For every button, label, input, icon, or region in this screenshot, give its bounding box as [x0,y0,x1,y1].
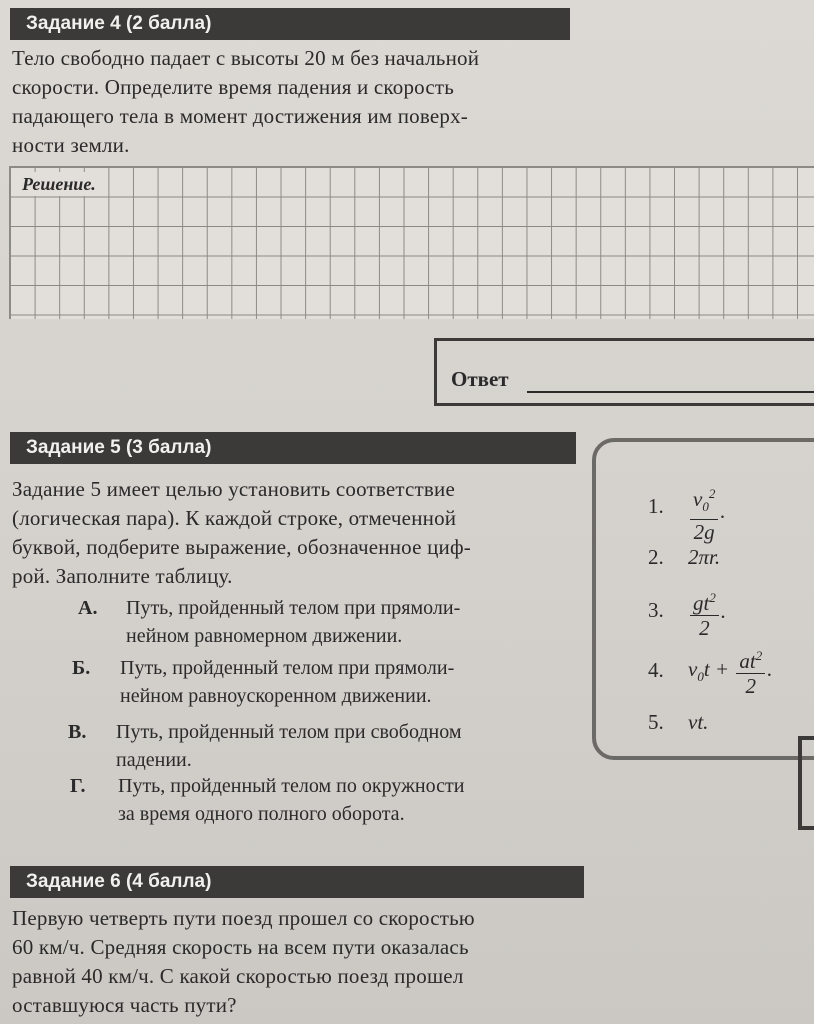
task5-line: (логическая пара). К каждой строке, отмеченной [12,506,457,530]
task5-line: буквой, подберите выражение, обозначенное циф- [12,535,471,559]
item-line: Путь, пройденный телом по окружности [118,775,465,797]
task6-line: равной 40 км/ч. С какой скоростью поезд прошел [12,964,464,988]
formula-expression: $\frac{v_0^2}{2g}$ . [688,482,726,544]
item-letter: В. [68,721,87,743]
task5-header: Задание 5 (3 балла) [10,432,576,464]
item-line: Путь, пройденный телом при свободном [116,721,462,743]
item-text [120,654,590,710]
answer-line[interactable] [527,391,814,393]
item-line: нейном равноускоренном движении. [120,685,432,707]
task4-header: Задание 4 (2 балла) [10,8,570,40]
task4-line: ности земли. [12,133,130,157]
answer-box [434,338,814,406]
task6-line: Первую четверть пути поезд прошел со скоростью [12,906,475,930]
item-text [116,718,586,774]
formula-expression: vt. [688,710,709,734]
task5-line: рой. Заполните таблицу. [12,564,233,588]
solution-label: Решение. [20,172,102,196]
solution-grid[interactable] [9,166,814,319]
formula-number: 5. [648,710,664,734]
item-text [126,594,596,650]
task6-text [12,904,588,1020]
table-edge-fragment [798,736,814,830]
task4-line: Тело свободно падает с высоты 20 м без начальной [12,46,480,70]
item-line: падении. [116,749,192,771]
formula-expression: 2πr. [688,545,721,569]
task5-line: Задание 5 имеет целью установить соответствие [12,477,456,501]
item-letter: А. [78,597,98,619]
task6-line: оставшуюся часть пути? [12,993,237,1017]
item-line: нейном равномерном движении. [126,625,403,647]
formula-number: 4. [648,658,664,682]
answer-label: Ответ [451,367,509,391]
formula-number: 2. [648,545,664,569]
item-line: за время одного полного оборота. [118,803,405,825]
task5-text [12,475,578,591]
task6-header: Задание 6 (4 балла) [10,866,584,898]
formula-number: 3. [648,598,664,622]
item-line: Путь, пройденный телом при прямоли- [126,597,461,619]
formula-expression: $v_0t$ + $\frac{at^2}{2}$ . [688,644,772,698]
task6-line: 60 км/ч. Средняя скорость на всем пути оказалась [12,935,469,959]
task4-text [12,44,572,160]
task4-line: скорости. Определите время падения и скорость [12,75,455,99]
item-text [118,772,588,828]
task4-line: падающего тела в момент достижения им поверх- [12,104,468,128]
formula-number: 1. [648,494,664,518]
item-line: Путь, пройденный телом при прямоли- [120,657,455,679]
item-letter: Г. [70,775,86,797]
item-letter: Б. [72,657,91,679]
formula-expression: $\frac{gt^2}{2}$ . [688,586,726,640]
